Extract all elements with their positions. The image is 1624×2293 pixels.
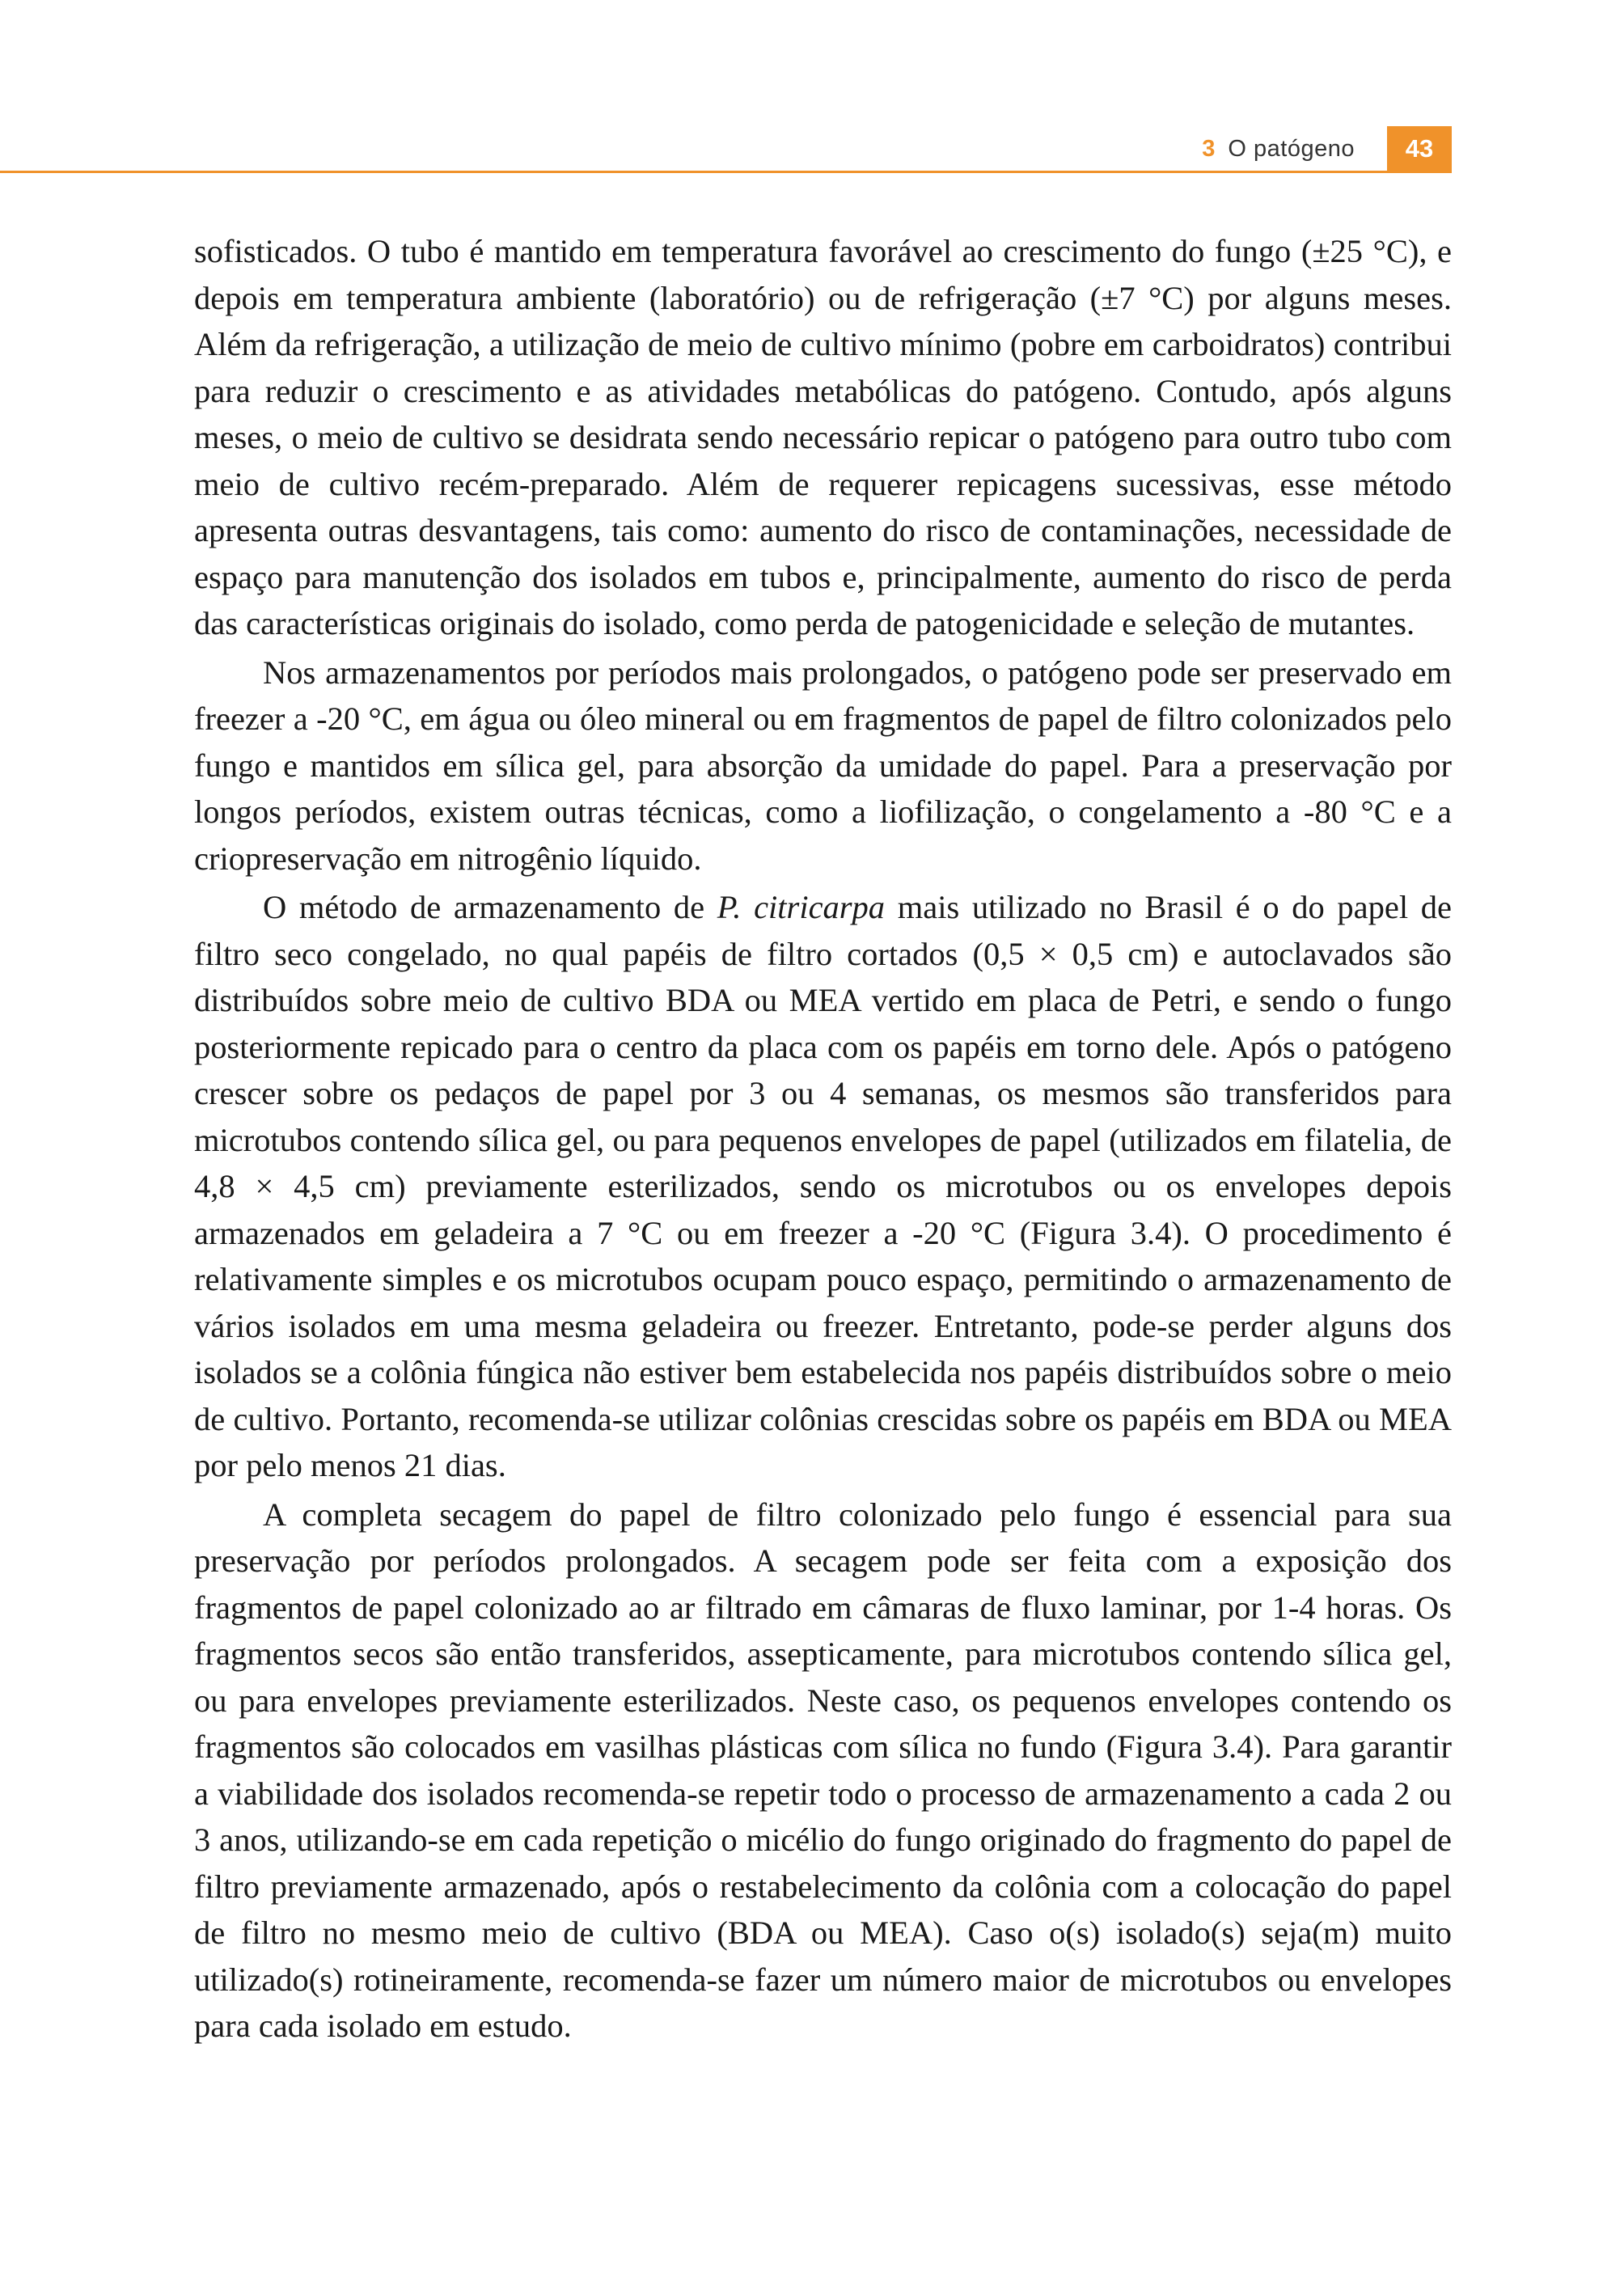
page-number: 43 bbox=[1387, 126, 1452, 171]
paragraph-3 bbox=[194, 884, 1452, 1489]
paragraph-2: Nos armazenamentos por períodos mais prolongados, o patógeno pode ser preservado em freezer a -20 °C, em água ou óleo mineral ou em fragmentos de papel de filtro colonizados pelo fungo e mantidos em sílica gel, para absorção da umidade do papel. Para a preservação por longos períodos, existem outras técnicas, como a liofilização, o congelamento a -80 °C e a criopreservação em nitrogênio líquido. bbox=[194, 654, 1452, 877]
running-head bbox=[0, 126, 1452, 171]
chapter-title: O patógeno bbox=[1228, 135, 1355, 162]
species-name: P. citricarpa bbox=[717, 889, 886, 925]
chapter-number: 3 bbox=[1202, 135, 1216, 162]
header-rule bbox=[0, 171, 1452, 173]
paragraph-3-text-before: O método de armazenamento de bbox=[263, 889, 717, 925]
body-text bbox=[194, 228, 1452, 2050]
paragraph-4: A completa secagem do papel de filtro colonizado pelo fungo é essencial para sua preservação por períodos prolongados. A secagem pode ser feita com a exposição dos fragmentos de papel colonizado ao ar filtrado em câmaras de fluxo laminar, por 1-4 horas. Os fragmentos secos são então transferidos, assepticamente, para microtubos contendo sílica gel, ou para envelopes previamente esterilizados. Neste caso, os pequenos envelopes contendo os fragmentos são colocados em vasilhas plásticas com sílica no fundo (Figura 3.4). Para garantir a viabilidade dos isolados recomenda-se repetir todo o processo de armazenamento a cada 2 ou 3 anos, utilizando-se em cada repetição o micélio do fungo originado do fragmento do papel de filtro previamente armazenado, após o restabelecimento da colônia com a colocação do papel de filtro no mesmo meio de cultivo (BDA ou MEA). Caso o(s) isolado(s) seja(m) muito utilizado(s) rotineiramente, recomenda-se fazer um número maior de microtubos ou envelopes para cada isolado em estudo. bbox=[194, 1496, 1452, 2044]
paragraph-1: sofisticados. O tubo é mantido em temperatura favorável ao crescimento do fungo (±25 °C), e depois em temperatura ambiente (laboratório) ou de refrigeração (±7 °C) por alguns meses. Além da refrigeração, a utilização de meio de cultivo mínimo (pobre em carboidratos) contribui para reduzir o crescimento e as atividades metabólicas do patógeno. Contudo, após alguns meses, o meio de cultivo se desidrata sendo necessário repicar o patógeno para outro tubo com meio de cultivo recém-preparado. Além de requerer repicagens sucessivas, esse método apresenta outras desvantagens, tais como: aumento do risco de contaminações, necessidade de espaço para manutenção dos isolados em tubos e, principalmente, aumento do risco de perda das características originais do isolado, como perda de patogenicidade e seleção de mutantes. bbox=[194, 233, 1452, 641]
paragraph-3-text-after: mais utilizado no Brasil é o do papel de filtro seco congelado, no qual papéis de filtro cortados (0,5 × 0,5 cm) e autoclavados são distribuídos sobre meio de cultivo BDA ou MEA vertido em placa de Petri, e sendo o fungo posteriormente repicado para o centro da placa com os papéis em torno dele. Após o patógeno crescer sobre os pedaços de papel por 3 ou 4 semanas, os mesmos são transferidos para microtubos contendo sílica gel, ou para pequenos envelopes de papel (utilizados em filatelia, de 4,8 × 4,5 cm) previamente esterilizados, sendo os microtubos ou os envelopes depois armazenados em geladeira a 7 °C ou em freezer a -20 °C (Figura 3.4). O procedimento é relativamente simples e os microtubos ocupam pouco espaço, permitindo o armazenamento de vários isolados em uma mesma geladeira ou freezer. Entretanto, pode-se perder alguns dos isolados se a colônia fúngica não estiver bem estabelecida nos papéis distribuídos sobre o meio de cultivo. Portanto, recomenda-se utilizar colônias crescidas sobre os papéis em BDA ou MEA por pelo menos 21 dias. bbox=[194, 889, 1453, 1483]
